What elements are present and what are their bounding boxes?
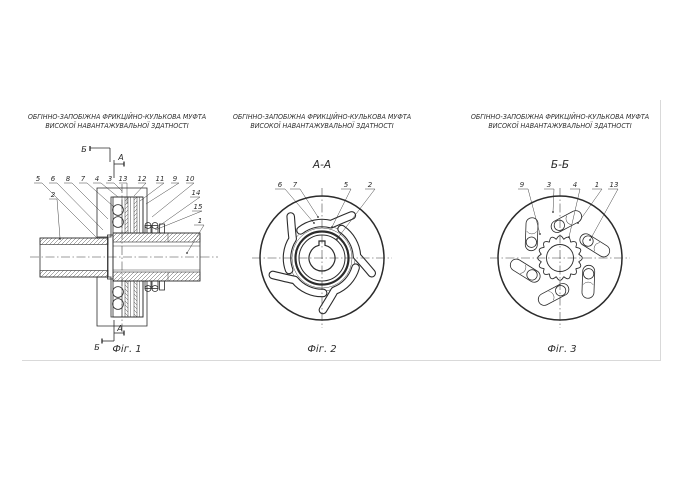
part-number: 12 <box>137 175 147 183</box>
part-number: 3 <box>107 175 113 183</box>
page-right-edge <box>660 100 661 361</box>
title-line-1: ОБГІННО-ЗАПОБІЖНА ФРИКЦІЙНО-КУЛЬКОВА МУФТА <box>232 113 412 121</box>
part-number: 7 <box>80 175 86 183</box>
part-number: 9 <box>172 175 178 183</box>
invention-title-fig1 <box>14 113 220 130</box>
part-number: 10 <box>185 175 195 183</box>
part-number: 6 <box>50 175 56 183</box>
part-number: 4 <box>94 175 100 183</box>
part-number: 2 <box>50 191 56 199</box>
title-line-1: ОБГІННО-ЗАПОБІЖНА ФРИКЦІЙНО-КУЛЬКОВА МУФТА <box>27 113 207 121</box>
invention-title-fig2 <box>219 113 425 130</box>
fig1-cross-section-drawing <box>22 140 222 360</box>
fig2-section-a-a-drawing <box>240 150 410 355</box>
part-number: 13 <box>609 181 619 189</box>
part-number: 15 <box>193 203 203 211</box>
part-number: 5 <box>35 175 41 183</box>
part-number: 7 <box>292 181 298 189</box>
part-number: 13 <box>118 175 128 183</box>
part-number: 5 <box>343 181 349 189</box>
section-marks-bottom <box>94 320 124 352</box>
driving-shaft-sleeve <box>40 238 108 277</box>
page-bottom-edge <box>22 360 661 361</box>
title-line-2: ВИСОКОЇ НАВАНТАЖУВАЛЬНОЇ ЗДАТНОСТІ <box>250 121 394 130</box>
mark-a-bottom: А <box>117 324 123 333</box>
part-number: 9 <box>519 181 525 189</box>
part-number: 4 <box>572 181 578 189</box>
section-label-b-b: Б-Б <box>550 159 570 171</box>
part-number: 2 <box>367 181 373 189</box>
title-line-1: ОБГІННО-ЗАПОБІЖНА ФРИКЦІЙНО-КУЛЬКОВА МУФТА <box>470 113 650 121</box>
part-number: 1 <box>594 181 600 189</box>
mark-b-top: Б <box>81 145 87 154</box>
part-number: 14 <box>191 189 201 197</box>
fig3-part-numbers <box>520 181 619 189</box>
mark-b-bottom: Б <box>94 343 100 352</box>
part-number: 6 <box>277 181 283 189</box>
fig1-part-numbers <box>36 175 203 225</box>
caption-fig1: Фіг. 1 <box>112 344 142 355</box>
mark-a-top: А <box>118 153 124 162</box>
fig3-section-b-b-drawing <box>480 150 650 355</box>
section-label-a-a: А-А <box>312 159 332 171</box>
caption-fig3: Фіг. 3 <box>547 344 577 355</box>
pawl-levers <box>273 215 372 310</box>
invention-title-fig3 <box>457 113 663 130</box>
title-line-2: ВИСОКОЇ НАВАНТАЖУВАЛЬНОЇ ЗДАТНОСТІ <box>488 121 632 130</box>
title-line-2: ВИСОКОЇ НАВАНТАЖУВАЛЬНОЇ ЗДАТНОСТІ <box>45 121 189 130</box>
fig2-part-numbers <box>278 181 373 189</box>
part-number: 11 <box>155 175 165 183</box>
part-number: 3 <box>546 181 552 189</box>
section-marks-top <box>81 145 124 178</box>
part-number: 1 <box>197 217 203 225</box>
caption-fig2: Фіг. 2 <box>307 344 337 355</box>
part-number: 8 <box>65 175 71 183</box>
